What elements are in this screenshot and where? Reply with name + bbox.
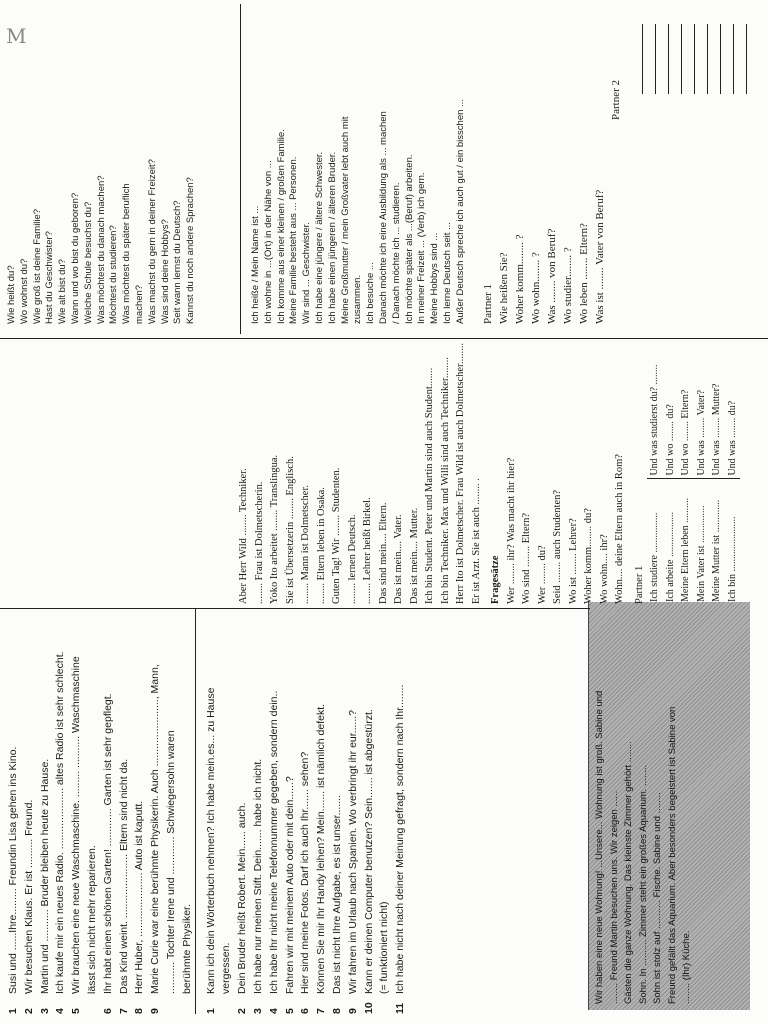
partner2-lines	[630, 24, 760, 94]
exercise-number: 5	[283, 1008, 296, 1014]
table-cell: Und was ........ Mutter?	[711, 383, 722, 476]
exercise-text: Was ........ von Beruf?	[546, 228, 558, 324]
exercise-number: 9	[149, 1008, 162, 1014]
exercise-number: 1	[7, 1008, 19, 1014]
table-cell: Ich studiere ................	[647, 478, 663, 604]
exercise-number: 5	[70, 1008, 83, 1014]
exercise-text: Wo wohn.... ihr?	[598, 534, 610, 604]
dialogue-line	[236, 334, 252, 604]
shaded-line	[593, 608, 608, 1004]
exercise-text: Ihr habt einen schönen Garten! ............. Garten ist sehr gepflegt.	[101, 693, 114, 994]
question-item	[6, 74, 19, 324]
question-item	[134, 74, 147, 324]
exercise-text: Wohn.... deine Eltern auch in Rom?	[614, 454, 625, 604]
table-cell: Und wo ........ du?	[664, 404, 676, 476]
shaded-line	[651, 608, 666, 1004]
exercise-text: (= funktioniert nicht)	[378, 901, 391, 994]
exercise-text: Herr Ito ist Dolmetscher. Frau Wild ist auch Dolmetscher........	[455, 343, 466, 604]
dialogue-line	[283, 334, 299, 604]
table-cell: Meine Mutter ist .............	[709, 478, 725, 604]
exercise-number: 8	[330, 1008, 343, 1014]
partner1-row	[496, 124, 512, 324]
exercise-text: Meine Großmutter / mein Großvater lebt auch mit	[339, 116, 351, 324]
exercise-text: Ich habe eine jüngere / ältere Schwester.	[313, 151, 325, 324]
table-row	[725, 344, 741, 604]
answer-line	[250, 0, 263, 324]
exercise-text: Wir haben eine neue Wohnung! ...Unsere... Wohnung ist groß. Sabine und	[594, 690, 605, 1004]
question-line	[519, 334, 535, 604]
question-item	[147, 74, 160, 324]
exercise-text: Das ist mein.... Mutter.	[408, 507, 420, 604]
question-line	[597, 334, 613, 604]
dialogue-line	[298, 334, 314, 604]
question-item	[44, 74, 57, 324]
exercise-text: Ich wohne in ...(Ort) in der Nähe von ...	[262, 160, 274, 324]
exercise-number: 6	[101, 1008, 114, 1014]
answer-line	[404, 0, 417, 324]
table-row	[709, 344, 725, 604]
exercise-text: Yoko Ito arbeitet ........ Translingua.	[269, 454, 280, 604]
shaded-line	[680, 608, 695, 1004]
exercise-text: Seid ........ auch Studenten?	[552, 489, 563, 604]
exercise-text: ........... Tochter Irene und ............. Schwiegersohn waren	[164, 730, 177, 994]
partner1-table-header: Partner 1	[633, 565, 645, 604]
partner1-row	[592, 124, 608, 324]
table-row	[678, 344, 694, 604]
dialogue-line	[407, 334, 423, 604]
exercise-text: Ich habe nicht nach deiner Meinung gefragt, sondern nach Ihr........	[394, 684, 407, 994]
dialogue-line	[314, 334, 330, 604]
exercise-text: Hast du Geschwister?	[44, 231, 56, 324]
partner1-row	[544, 124, 560, 324]
exercise-text: Was machst du gern in deiner Freizeit?	[146, 159, 158, 324]
exercise-text: Das ist nicht Ihre Aufgabe, es ist unser.......	[330, 794, 343, 994]
column-divider-2	[0, 338, 768, 339]
exercise-text: Ich lerne Deutsch seit ...	[441, 222, 453, 324]
exercise-text: Was möchtest du danach machen?	[95, 175, 107, 324]
exercise-text: Wir fahren im Urlaub nach Spanien. Wo verbringt ihr eur......?	[346, 709, 359, 994]
question-item	[57, 74, 70, 324]
answer-line	[365, 0, 378, 324]
partner1-rows	[496, 124, 608, 324]
exercise-text: Das ist mein.... Vater.	[393, 514, 404, 604]
exercise-text: Wo wohn........ ?	[530, 252, 542, 324]
exercise-text: Gästen die ganze Wohnung. Das kleinste Zimmer gehört ........	[623, 741, 634, 1004]
exercise-line	[219, 414, 235, 1014]
exercise-number: 2	[236, 1008, 249, 1014]
dialogue-line	[391, 334, 407, 604]
table-row	[663, 344, 679, 604]
question-item	[83, 74, 96, 324]
exercise-text: ........ lernen Deutsch.	[346, 514, 358, 604]
exercise-text: Ich möchte später als ...(Beruf) arbeiten.	[403, 154, 415, 324]
exercise-text: Meine Familie besteht aus ... Personen.	[288, 156, 300, 324]
exercise-number: 3	[251, 1008, 264, 1014]
table-cell: Und was ........ Vater?	[695, 389, 707, 476]
exercise-text: berühmte Physiker.	[180, 904, 193, 994]
answer-line	[276, 0, 289, 324]
exercise-text: Wie heißen Sie?	[498, 252, 510, 324]
exercise-line	[164, 414, 180, 1014]
shaded-text-box	[588, 602, 750, 1010]
fragesaetze-list	[504, 334, 628, 604]
exercise-text: ........ Freund Martin besuchen uns. Wir zeigen ......	[608, 790, 620, 1004]
exercise-line	[180, 414, 196, 1014]
handwritten-corner-mark: M	[6, 24, 27, 48]
dialogue-line	[252, 334, 268, 604]
exercise-text: Fahren wir mit meinem Auto oder mit dein......?	[283, 776, 296, 994]
question-item	[185, 74, 198, 324]
table-row	[647, 344, 663, 604]
question-item	[108, 74, 121, 324]
exercise-line	[22, 414, 38, 1014]
exercise-text: Wo sind ........ Eltern?	[521, 512, 532, 604]
exercise-text: Was sind deine Hobbys?	[159, 219, 171, 324]
question-item	[32, 74, 45, 324]
table-cell: Ich arbeite ..................	[663, 478, 679, 604]
partner1-title: Partner 1	[482, 283, 494, 324]
answer-phrases	[250, 0, 468, 324]
question-item	[70, 74, 83, 324]
question-line	[550, 334, 566, 604]
exercise-text: ........ (Ihr) Küche.	[681, 930, 692, 1004]
exercise-text: Was ist ........ Vater von Beruf?	[594, 189, 606, 324]
exercise-text: Dein Bruder heißt Robert. Mein...... auch.	[236, 802, 249, 994]
exercise-text: Danach möchte ich eine Ausbildung als ... machen	[377, 111, 389, 324]
dialogue-line	[345, 334, 361, 604]
answer-line	[288, 0, 301, 324]
exercise-text: Wo ist ........ Lehrer?	[567, 518, 579, 604]
exercise-text: Wir besuchen Klaus. Er ist .......... Freund.	[22, 799, 35, 994]
answer-line	[327, 0, 340, 324]
question-item	[121, 74, 134, 324]
answer-line	[442, 0, 455, 324]
dialogue-line	[329, 334, 345, 604]
exercise-text: Wie heißt du?	[6, 265, 17, 324]
exercise-text: Wie alt bist du?	[57, 259, 69, 324]
exercise-text: Wer ........ ihr? Was macht ihr hier?	[505, 457, 517, 604]
dialogue-line	[376, 334, 392, 604]
exercise-number: 7	[117, 1008, 130, 1014]
exercise-line	[38, 414, 54, 1014]
exercise-text: machen?	[133, 284, 145, 324]
question-item	[96, 74, 109, 324]
exercise-text: Ich habe Ihr nicht meine Telefonnummer gegeben, sondern dein..	[267, 690, 280, 994]
exercise-text: Er ist Arzt. Sie ist auch ........ .	[470, 478, 482, 604]
exercise-text: Ich besuche ...	[365, 262, 377, 324]
exercise-text: Können Sie mir Ihr Handy leihen? Mein....... ist nämlich defekt.	[315, 703, 328, 994]
answer-line	[314, 0, 327, 324]
exercise-text: Wir sind ... Geschwister.	[301, 222, 313, 324]
exercise-text: Seit wann lernst du Deutsch?	[172, 200, 184, 324]
exercise-number: 6	[299, 1008, 312, 1014]
qa-divider	[240, 4, 241, 334]
exercise-number: 8	[133, 1008, 146, 1014]
exercise-text: Meine Hobbys sind ...	[429, 232, 441, 324]
exercise-text: Wie groß ist deine Familie?	[31, 208, 43, 324]
exercise-line	[69, 414, 85, 1014]
answer-line	[429, 0, 442, 324]
exercise-text: Wo wohnst du?	[18, 258, 30, 324]
exercise-text: Außer Deutsch spreche ich auch gut / ein bisschen ...	[454, 99, 466, 324]
section-divider	[195, 609, 196, 1014]
answer-line	[455, 0, 468, 324]
exercise-text: Wir brauchen eine neue Waschmaschine. ......... ........... Waschmaschine	[70, 656, 83, 994]
exercise-number: 3	[38, 1008, 51, 1014]
exercise-text: Susi und ......Ihre......... Freundin Lisa gehen ins Kino.	[7, 746, 19, 994]
exercise-line	[148, 414, 164, 1014]
exercise-text: Hier sind meine Fotos. Darf ich auch Ihr....... sehen?	[299, 751, 312, 994]
exercise-text: Welche Schule besuchst du?	[82, 201, 94, 324]
shaded-line	[622, 608, 637, 1004]
exercise-number: 11	[394, 1002, 407, 1014]
table-cell: Ich bin ......................	[725, 478, 741, 604]
exercise-text: Wo leben ........ Eltern?	[578, 223, 590, 324]
partner2-title: Partner 2	[610, 79, 622, 120]
exercise-text: Ich habe einen jüngeren / älteren Bruder.	[326, 151, 338, 324]
exercise-text: Ich kaufe mir ein neues Radio. ..................... altes Radio ist sehr schlecht.	[54, 651, 67, 994]
exercise-line	[204, 414, 220, 1014]
exercise-text: Das Kind weint. ...................... Eltern sind nicht da.	[117, 758, 130, 994]
exercise-line	[117, 414, 133, 1014]
exercise-text: ........ Eltern leben in Osaka.	[315, 487, 327, 604]
exercise-text: Woher komm........ ?	[514, 234, 526, 324]
answer-line	[352, 0, 365, 324]
exercise-text: / Danach möchte ich ... studieren.	[390, 182, 402, 324]
exercise-text: Freund gefällt das Aquarium. Aber besonders begeistert ist Sabine von	[666, 706, 678, 1004]
answer-line	[263, 0, 276, 324]
exercise-text: Marie Curie war eine berühmte Physikerin. Auch ......................., Mann,	[149, 664, 162, 994]
table-cell: Und wo ........ Eltern?	[680, 389, 691, 476]
exercise-line	[6, 414, 22, 1014]
column-two	[236, 334, 740, 604]
answer-line	[340, 0, 353, 324]
exercise-text: Ich habe nur meinen Stift. Dein....... habe ich nicht.	[251, 758, 264, 994]
exercise-text: Möchtest du studieren?	[108, 225, 120, 324]
dialogue-line	[267, 334, 283, 604]
answer-line	[301, 0, 314, 324]
partner1-row	[528, 124, 544, 324]
exercise-number: 4	[267, 1008, 280, 1014]
exercise-text: Guten Tag! Wir ........ Studenten.	[331, 467, 342, 604]
table-cell: Und was ........ du?	[726, 400, 738, 476]
question-item	[19, 74, 32, 324]
exercise-text: Sie ist Übersetzerin ........ Englisch.	[284, 456, 296, 604]
partner1-row	[560, 124, 576, 324]
exercise-text: zusammen.	[352, 274, 364, 324]
shaded-line	[608, 608, 623, 1004]
dialogue-line	[422, 334, 438, 604]
question-line	[566, 334, 582, 604]
question-item	[172, 74, 185, 324]
exercise-line	[101, 414, 117, 1014]
exercise-text: Ich komme aus einer kleinen / großen Familie.	[275, 129, 287, 324]
question-line	[504, 334, 520, 604]
dialogue-line	[453, 334, 469, 604]
exercise-text: ........ Frau ist Dolmetscherin.	[253, 481, 265, 604]
question-item	[160, 74, 173, 324]
exercise-text: Ich bin Student. Peter und Martin sind auch Student.......	[424, 367, 435, 604]
answer-line	[416, 0, 429, 324]
dialogue-line	[469, 334, 485, 604]
partner1-form	[480, 124, 608, 324]
exercise-text: Herr Huber, ...................... Auto ist kaputt.	[133, 800, 146, 994]
partner1-row	[512, 124, 528, 324]
table-cell: Und was studierst du? ........	[649, 364, 660, 476]
exercise-number: 2	[22, 1008, 35, 1014]
question-line	[612, 334, 628, 604]
exercise-text: Wo studier........ ?	[562, 247, 574, 324]
question-list	[6, 74, 198, 324]
answer-line	[378, 0, 391, 324]
exercise-text: Kannst du noch andere Sprachen?	[185, 177, 197, 324]
exercise-text: ........ Mann ist Dolmetscher.	[300, 485, 311, 604]
exercise-number: 4	[54, 1008, 67, 1014]
exercise-line	[53, 414, 69, 1014]
exercise-line	[85, 414, 101, 1014]
shaded-line	[666, 608, 681, 1004]
exercise-text: Martin und ........... Bruder bleiben heute zu Hause.	[38, 758, 51, 994]
table-cell: Mein Vater ist ...............	[694, 478, 710, 604]
exercise-text: Sohn ist stolz auf ........... Fische. Sabine und ........	[652, 792, 663, 1004]
question-line	[535, 334, 551, 604]
dialogue-line	[438, 334, 454, 604]
dialogue-lines	[236, 334, 484, 604]
exercise-text: Kann ich dein Wörterbuch nehmen? Ich habe mein.es... zu Hause	[204, 687, 217, 994]
exercise-text: ........ Lehrer heißt Birkel.	[362, 497, 373, 604]
exercise-text: In meiner Freizeit ... (Verb) ich gern.	[416, 172, 428, 324]
exercise-text: Was möchtest du später beruflich	[121, 183, 133, 324]
exercise-text: lässt sich nicht mehr reparieren.	[85, 845, 98, 994]
table-row	[694, 344, 710, 604]
exercise-text: Wann und wo bist du geboren?	[69, 192, 81, 324]
exercise-text: Sohn. In .......... Zimmer steht ein großes Aquarium. ........	[637, 764, 649, 1004]
dialogue-line	[360, 334, 376, 604]
exercise-text: Woher komm........ du?	[583, 508, 594, 604]
exercise-number: 7	[315, 1008, 328, 1014]
exercise-line	[132, 414, 148, 1014]
exercise-text: Wer ........ du?	[536, 545, 548, 604]
exercise-text: Das sind mein.... Eltern.	[377, 502, 389, 604]
exercise-text: Ich bin Techniker. Max und Willi sind auch Techniker........	[439, 357, 451, 604]
exercise-number: 1	[204, 1008, 217, 1014]
exercise-number: 9	[346, 1008, 359, 1014]
partner1-row	[576, 124, 592, 324]
column-divider-1	[0, 608, 590, 609]
shaded-line	[637, 608, 652, 1004]
exercise-text: Aber Herr Wild ........ Techniker.	[238, 468, 249, 604]
exercise-text: vergessen.	[220, 942, 233, 994]
exercise-number: 10	[362, 1002, 375, 1014]
question-line	[581, 334, 597, 604]
answer-line	[391, 0, 404, 324]
exercise-text: Kann er deinen Computer benutzen? Sein....... ist abgestürzt.	[362, 709, 375, 994]
partner-table	[647, 344, 740, 604]
exercise-text: Ich heiße / Mein Name ist ...	[250, 205, 261, 324]
table-cell: Meine Eltern leben ..........	[678, 478, 694, 604]
fragesaetze-title: Fragesätze	[490, 555, 501, 604]
